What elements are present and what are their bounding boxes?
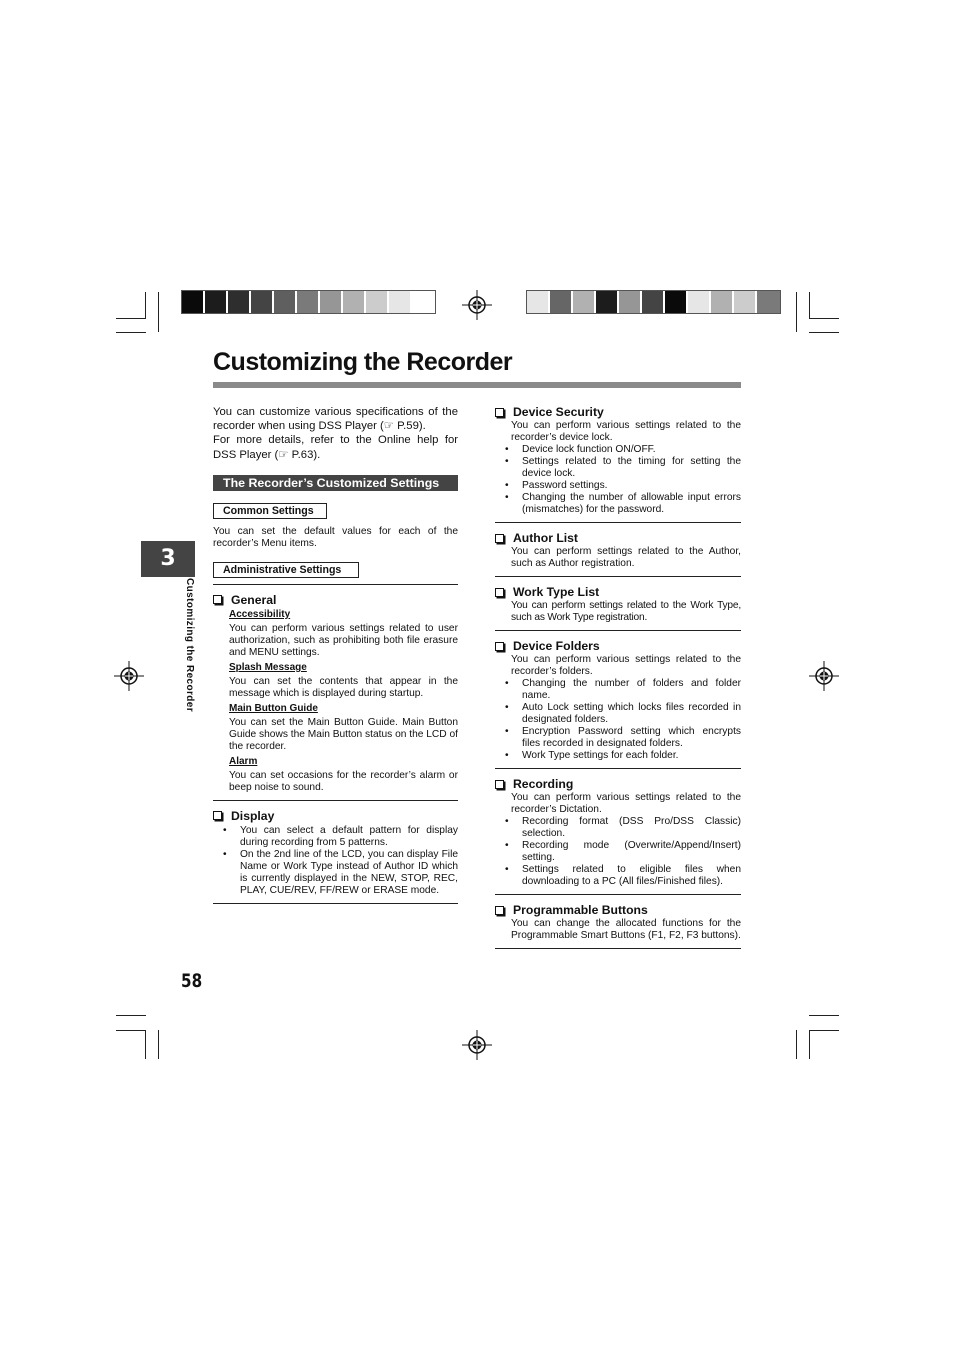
intro-text: You can customize various specifications of the recorder when using DSS Player (☞ P.59). For more details, refer to the Online help for DSS Player (☞ P.63).	[213, 406, 458, 461]
list-item: • Changing the number of folders and folder name.	[522, 678, 741, 702]
device-security-text: You can perform various settings related to the recorder’s device lock.	[511, 420, 741, 443]
list-item: • Settings related to the timing for setting the device lock.	[522, 456, 741, 480]
checkbox-bullet-icon	[495, 642, 504, 651]
color-swatch	[228, 291, 251, 313]
checkbox-bullet-icon	[495, 906, 504, 915]
color-swatch	[573, 291, 596, 313]
checkbox-bullet-icon	[213, 595, 222, 604]
registration-mark-icon	[462, 1030, 492, 1060]
common-settings-label: Common Settings	[213, 503, 327, 519]
section-banner: The Recorder’s Customized Settings	[213, 475, 458, 491]
display-heading: Display	[213, 810, 458, 822]
device-security-list	[495, 444, 741, 516]
color-swatch	[389, 291, 412, 313]
device-security-heading: Device Security	[495, 406, 741, 418]
chapter-tab: 3	[141, 541, 195, 577]
accessibility-text: You can perform various settings related to user authorization, such as prohibiting both file erasure and MENU settings.	[229, 622, 458, 658]
color-swatch	[688, 291, 711, 313]
device-folders-list	[495, 678, 741, 762]
color-swatch	[734, 291, 757, 313]
title-rule	[213, 382, 741, 388]
list-item: • Password settings.	[522, 480, 741, 492]
list-item: • Auto Lock setting which locks files recorded in designated folders.	[522, 702, 741, 726]
color-swatch	[251, 291, 274, 313]
color-swatch	[711, 291, 734, 313]
color-swatch	[527, 291, 550, 313]
author-list-text: You can perform settings related to the Author, such as Author registration.	[511, 546, 741, 569]
color-swatch	[205, 291, 228, 313]
chapter-side-label: Customizing the Recorder	[184, 578, 195, 713]
work-type-list-text: You can perform settings related to the Work Type, such as Work Type registration.	[511, 600, 741, 623]
list-item: • On the 2nd line of the LCD, you can display File Name or Work Type instead of Author ID which is currently displayed in the NEW, STOP, REC, PLAY, CUE/REV, FF/REW or ERASE mode.	[240, 849, 458, 897]
left-column	[213, 405, 458, 913]
checkbox-bullet-icon	[495, 408, 504, 417]
recording-heading: Recording	[495, 778, 741, 790]
checkbox-bullet-icon	[213, 811, 222, 820]
registration-mark-icon	[462, 290, 492, 320]
recording-text: You can perform various settings related to the recorder’s Dictation.	[511, 792, 741, 815]
color-swatch	[366, 291, 389, 313]
color-swatch	[757, 291, 780, 313]
registration-mark-icon	[114, 661, 144, 691]
right-column	[495, 406, 741, 958]
registration-mark-icon	[809, 661, 839, 691]
color-swatch	[343, 291, 366, 313]
programmable-buttons-heading: Programmable Buttons	[495, 904, 741, 916]
list-item: • Encryption Password setting which encrypts files recorded in designated folders.	[522, 726, 741, 750]
main-button-guide-text: You can set the Main Button Guide. Main Button Guide shows the Main Button status on the LCD of the recorder.	[229, 716, 458, 752]
common-settings-text: You can set the default values for each of the recorder’s Menu items.	[213, 525, 458, 549]
color-swatch	[274, 291, 297, 313]
alarm-text: You can set occasions for the recorder’s alarm or beep noise to sound.	[229, 769, 458, 793]
color-swatch	[297, 291, 320, 313]
author-list-heading: Author List	[495, 532, 741, 544]
checkbox-bullet-icon	[495, 780, 504, 789]
splash-message-title: Splash Message	[229, 661, 307, 673]
list-item: • Recording format (DSS Pro/DSS Classic) selection.	[522, 816, 741, 840]
color-swatch	[320, 291, 343, 313]
main-button-guide-title: Main Button Guide	[229, 702, 318, 714]
list-item: • You can select a default pattern for display during recording from 5 patterns.	[240, 825, 458, 849]
color-swatch	[550, 291, 573, 313]
checkbox-bullet-icon	[495, 588, 504, 597]
general-list	[213, 609, 458, 794]
device-folders-text: You can perform various settings related to the recorder’s folders.	[511, 654, 741, 677]
list-item: • Device lock function ON/OFF.	[522, 444, 741, 456]
page-title: Customizing the Recorder	[213, 348, 513, 376]
alarm-title: Alarm	[229, 755, 258, 767]
accessibility-title: Accessibility	[229, 608, 291, 620]
programmable-buttons-text: You can change the allocated functions for the Programmable Smart Buttons (F1, F2, F3 buttons).	[511, 918, 741, 941]
color-swatch	[619, 291, 642, 313]
hand-pointer-icon: ☞	[383, 420, 394, 433]
admin-settings-label: Administrative Settings	[213, 562, 359, 578]
checkbox-bullet-icon	[495, 534, 504, 543]
display-list	[213, 825, 458, 897]
hand-pointer-icon: ☞	[278, 448, 289, 461]
page-number: 58	[181, 970, 203, 992]
color-swatch	[412, 291, 435, 313]
color-swatch	[665, 291, 688, 313]
color-bar-left	[181, 290, 436, 314]
general-heading: General	[213, 594, 458, 606]
work-type-list-heading: Work Type List	[495, 586, 741, 598]
color-swatch	[596, 291, 619, 313]
device-folders-heading: Device Folders	[495, 640, 741, 652]
list-item: • Recording mode (Overwrite/Append/Insert) setting.	[522, 840, 741, 864]
list-item: • Settings related to eligible files when downloading to a PC (All files/Finished files).	[522, 864, 741, 888]
list-item: • Work Type settings for each folder.	[522, 750, 741, 762]
color-bar-right	[526, 290, 781, 314]
recording-list	[495, 816, 741, 888]
color-swatch	[182, 291, 205, 313]
splash-message-text: You can set the contents that appear in the message which is displayed during startup.	[229, 675, 458, 699]
list-item: • Changing the number of allowable input errors (mismatches) for the password.	[522, 492, 741, 516]
color-swatch	[642, 291, 665, 313]
